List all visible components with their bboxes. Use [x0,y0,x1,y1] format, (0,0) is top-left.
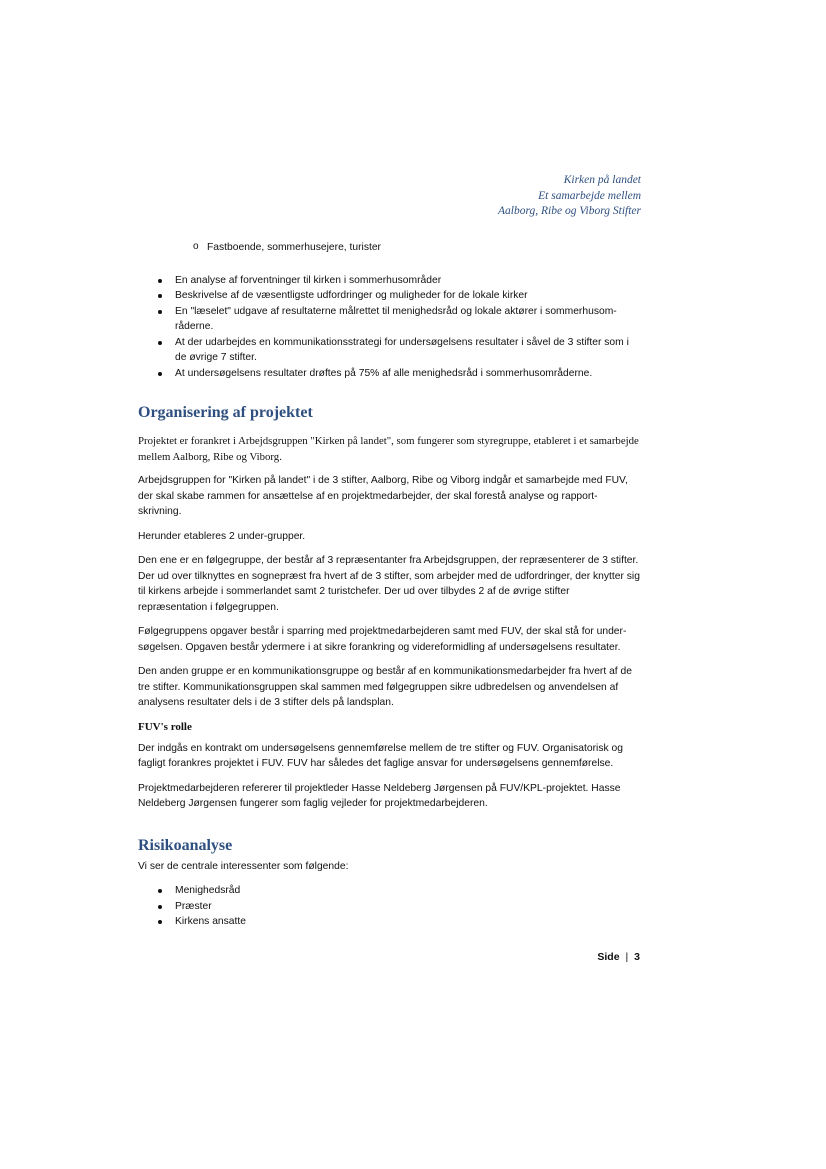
running-header [498,173,641,220]
paragraph: Projektet er forankret i Arbejdsgruppen "Kirken på landet", som fungerer som styregruppe, etableret i et samarbejde mellem Aalborg, Ribe og Viborg. [138,435,639,463]
section-heading-fuv: FUV's rolle [138,720,192,733]
list-item: Beskrivelse af de væsentligste udfordringer og muligheder for de lokale kirker [175,288,641,304]
list-item: o Fastboende, sommerhusejere, turister [193,240,641,256]
header-line-3: Aalborg, Ribe og Viborg Stifter [498,205,641,217]
top-sublist [138,240,641,256]
list-item: En analyse af forventninger til kirken i sommerhusområder [175,273,641,289]
paragraph: Der indgås en kontrakt om undersøgelsens gennemførelse mellem de tre stifter og FUV. Organisatorisk og fagligt forankres projektet i FUV. FUV har således det faglige ansvar for undersøgelsens gennemførelse. [138,742,623,769]
section-heading-risk: Risikoanalyse [138,836,233,854]
paragraph: Vi ser de centrale interessenter som følgende: [138,860,349,872]
footer-separator: | [625,951,629,963]
header-line-2: Et samarbejde mellem [538,189,641,202]
list-item: At der udarbejdes en kommunikationsstrategi for undersøgelsens resultater i såvel de 3 stifter som i de øvrige 7 stifter. [175,335,641,366]
paragraph: Den ene er en følgegruppe, der består af 3 repræsentanter fra Arbejdsgruppen, der repræsenterer de 3 stifter. Der ud over tilknyttes en sognepræst fra hvert af de 3 stifter, som arbejder med de udfordringer, der knytter sig til kirkens arbejde i sommerlandet samt 2 turistchefer. Der ud over tilbydes 2 af de øvrige stifter repræsentation i følgegruppen. [138,555,640,613]
paragraph: Herunder etableres 2 under-grupper. [138,530,306,542]
list-item: En "læselet" udgave af resultaterne målrettet til menighedsråd og lokale aktører i sommerhusom-råderne. [175,304,641,335]
top-bullet-list [138,273,641,382]
list-item: Præster [175,899,641,915]
list-item: At undersøgelsens resultater drøftes på 75% af alle menighedsråd i sommerhusområderne. [175,366,641,382]
paragraph: Projektmedarbejderen refererer til projektleder Hasse Neldeberg Jørgensen på FUV/KPL-projektet. Hasse Neldeberg Jørgensen fungerer som faglig vejleder for projektmedarbejderen. [138,782,621,809]
risk-bullet-list [138,883,641,930]
paragraph: Arbejdsgruppen for "Kirken på landet" i de 3 stifter, Aalborg, Ribe og Viborg indgår et samarbejde med FUV, der skal skabe rammen for ansættelse af en projektmedarbejder, der skal forestå analyse og rapport-skrivning. [138,475,628,517]
page-content [138,240,641,930]
footer-label: Side [597,951,620,963]
paragraph: Den anden gruppe er en kommunikationsgruppe og består af en kommunikationsmedarbejder fra hvert af de tre stifter. Kommunikationsgruppen skal sammen med følgegruppen sikre udbredelsen og anvendelsen af analysens resultater dels i de 3 stifter dels på landsplan. [138,666,632,708]
list-item: Kirkens ansatte [175,914,641,930]
section-heading-organisation: Organisering af projektet [138,404,313,421]
list-item: Menighedsråd [175,883,641,899]
page-footer [597,951,640,963]
page-number: 3 [634,951,640,963]
paragraph: Følgegruppens opgaver består i sparring med projektmedarbejderen samt med FUV, der skal stå for under-søgelsen. Opgaven består ydermere i at sikre forankring og videreformidling af undersøgelsens resultater. [138,626,627,653]
header-line-1: Kirken på landet [563,174,641,186]
